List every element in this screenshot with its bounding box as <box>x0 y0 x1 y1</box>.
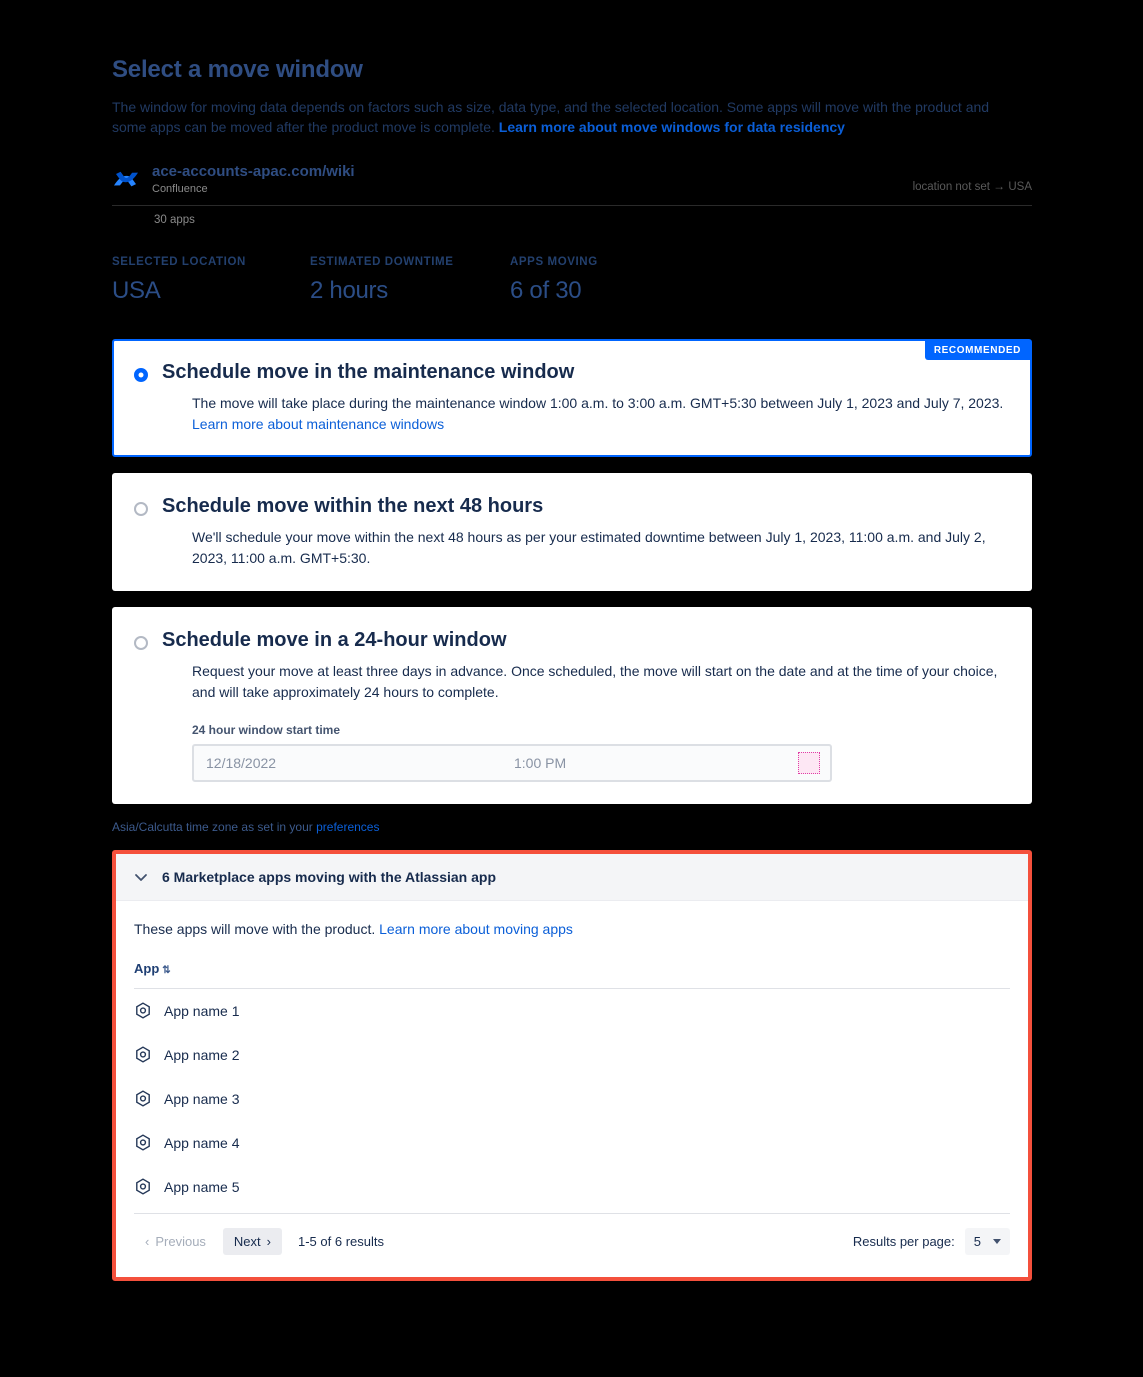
apps-table-body <box>134 988 1010 1209</box>
preferences-link[interactable]: preferences <box>316 819 380 834</box>
radio-maintenance-window[interactable] <box>134 368 148 382</box>
radio-next-48-hours[interactable] <box>134 502 148 516</box>
stat-label: ESTIMATED DOWNTIME <box>310 255 454 268</box>
previous-page-label: Previous <box>155 1233 206 1249</box>
results-per-page-select[interactable] <box>965 1228 1010 1255</box>
recommended-badge: RECOMMENDED <box>925 341 1030 360</box>
location-status-text: location not set <box>912 180 990 193</box>
stat-value: 6 of 30 <box>510 276 582 304</box>
product-name: Confluence <box>152 182 208 195</box>
results-per-page-value: 5 <box>973 1233 981 1249</box>
sort-icon[interactable]: ⇅ <box>162 964 171 976</box>
results-per-page <box>853 1228 1010 1255</box>
apps-table <box>134 961 1010 1209</box>
window-start-datetime-field[interactable] <box>192 744 832 782</box>
marketplace-apps-panel <box>112 850 1032 1281</box>
apps-panel-header[interactable] <box>116 854 1028 901</box>
app-icon <box>134 1134 152 1152</box>
move-windows-learn-more-link[interactable]: Learn more about move windows for data residency <box>498 118 845 135</box>
apps-panel-note <box>134 921 1010 937</box>
chevron-left-icon: ‹ <box>145 1233 150 1249</box>
time-input[interactable]: 1:00 PM <box>514 754 567 771</box>
column-header-app-label: App <box>134 960 160 976</box>
app-icon <box>134 1090 152 1108</box>
product-text <box>152 163 355 195</box>
page-subtitle <box>112 97 1022 137</box>
column-header-app[interactable] <box>134 961 1010 989</box>
apps-panel-note-text: These apps will move with the product. <box>134 920 380 937</box>
app-name: App name 5 <box>164 1178 240 1195</box>
option-description: We'll schedule your move within the next 48 hours as per your estimated downtime between July 1, 2023, 11:00 a.m. and July 2, 2023, 11:00 a.m. GMT+5:30. <box>192 528 986 566</box>
page-subtitle-text: The window for moving data depends on factors such as size, data type, and the selected location. Some apps will move with the product and some apps can be moved after the product move is complete. <box>112 98 990 135</box>
confluence-icon <box>112 165 140 193</box>
product-url: ace-accounts-apac.com/wiki <box>152 162 355 180</box>
next-page-button[interactable] <box>223 1228 282 1255</box>
option-maintenance-window[interactable] <box>112 339 1032 457</box>
app-cell <box>134 1090 1010 1108</box>
app-cell <box>134 1178 1010 1196</box>
previous-page-button[interactable] <box>134 1228 217 1255</box>
option-header <box>134 627 1010 653</box>
app-cell <box>134 1002 1010 1020</box>
option-description-text: The move will take place during the maintenance window 1:00 a.m. to 3:00 a.m. GMT+5:30 between July 1, 2023 and July 7, 2023. <box>192 394 1004 411</box>
option-title: Schedule move within the next 48 hours <box>162 494 544 517</box>
app-icon <box>134 1046 152 1064</box>
stat-label: APPS MOVING <box>510 255 598 268</box>
app-name: App name 2 <box>164 1046 240 1063</box>
timezone-note <box>112 820 1032 834</box>
apps-table-header-row <box>134 961 1010 989</box>
app-icon <box>134 1002 152 1020</box>
pagination <box>134 1213 1010 1265</box>
app-icon <box>134 1178 152 1196</box>
summary-stats <box>112 256 1032 305</box>
arrow-right-icon: → <box>993 178 1006 193</box>
moving-apps-learn-more-link[interactable]: Learn more about moving apps <box>379 920 573 937</box>
calendar-icon[interactable] <box>798 752 820 774</box>
option-24-hour-window[interactable] <box>112 607 1032 804</box>
option-header <box>134 493 1010 519</box>
app-name: App name 3 <box>164 1090 240 1107</box>
table-row <box>134 1033 1010 1077</box>
app-cell <box>134 1046 1010 1064</box>
location-target-text: USA <box>1008 180 1032 193</box>
next-page-label: Next <box>233 1233 261 1249</box>
product-identity <box>112 163 355 195</box>
option-description <box>192 393 1010 435</box>
option-next-48-hours[interactable] <box>112 473 1032 591</box>
date-input[interactable]: 12/18/2022 <box>206 754 277 771</box>
app-name: App name 1 <box>164 1002 240 1019</box>
option-title: Schedule move in a 24-hour window <box>162 628 507 651</box>
stat-label: SELECTED LOCATION <box>112 255 246 268</box>
maintenance-windows-learn-more-link[interactable]: Learn more about maintenance windows <box>192 415 445 432</box>
timezone-note-text: Asia/Calcutta time zone as set in your <box>112 819 317 834</box>
page-content <box>112 56 1032 1281</box>
table-row <box>134 1121 1010 1165</box>
stat-selected-location <box>112 256 310 305</box>
stat-apps-moving <box>510 256 598 305</box>
table-row <box>134 1165 1010 1209</box>
product-summary-row <box>112 163 1032 206</box>
product-location-status <box>913 179 1032 193</box>
option-header <box>134 359 1010 385</box>
window-start-time-label: 24 hour window start time <box>192 722 341 737</box>
product-apps-count: 30 apps <box>154 213 195 226</box>
stat-value: USA <box>112 276 161 304</box>
apps-panel-body <box>116 901 1028 1277</box>
option-description: Request your move at least three days in advance. Once scheduled, the move will start on the date and at the time of your choice, and will take approximately 24 hours to complete. <box>192 662 998 700</box>
app-name: App name 4 <box>164 1134 240 1151</box>
radio-24-hour-window[interactable] <box>134 636 148 650</box>
page-title: Select a move window <box>112 56 363 83</box>
apps-panel-title: 6 Marketplace apps moving with the Atlassian app <box>162 868 497 885</box>
apps-table-head <box>134 961 1010 989</box>
results-per-page-label: Results per page: <box>852 1233 955 1249</box>
option-title: Schedule move in the maintenance window <box>162 360 575 383</box>
chevron-right-icon: › <box>266 1233 271 1249</box>
chevron-down-icon[interactable] <box>134 870 148 884</box>
results-count: 1-5 of 6 results <box>298 1233 384 1249</box>
stat-value: 2 hours <box>310 276 388 304</box>
table-row <box>134 988 1010 1033</box>
app-cell <box>134 1134 1010 1152</box>
stat-estimated-downtime <box>310 256 510 305</box>
table-row <box>134 1077 1010 1121</box>
chevron-down-icon <box>993 1239 1001 1244</box>
